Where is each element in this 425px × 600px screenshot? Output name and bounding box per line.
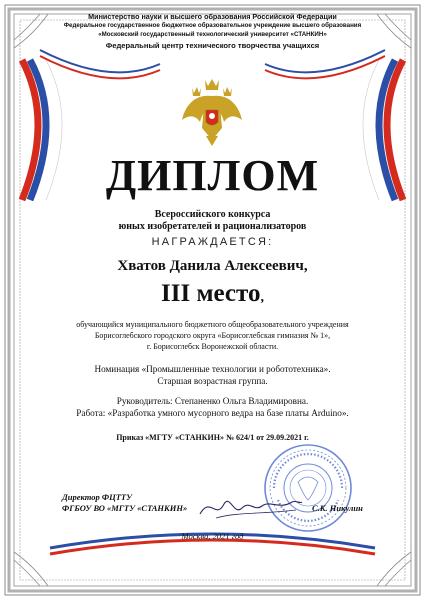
recipient-name: Хватов Данила Алексеевич, (117, 258, 308, 274)
signatory-position-line-2: ФГБОУ ВО «МГТУ «СТАНКИН» (62, 503, 188, 513)
coat-of-arms-russia-icon (178, 78, 246, 148)
place-and-date: Москва, 2021 год (181, 531, 244, 541)
nomination-line-2: Старшая возрастная группа. (157, 376, 268, 386)
order-reference: Приказ «МГТУ «СТАНКИН» № 624/1 от 29.09.2021 г. (116, 433, 309, 442)
place-suffix: , (260, 290, 264, 305)
contest-name-line-1: Всероссийского конкурса (154, 209, 271, 220)
center-name: Федеральный центр технического творчества учащихся (105, 41, 320, 50)
place-value: III место (161, 280, 261, 307)
handwritten-signature-icon (196, 490, 306, 524)
institution-line-1: Федеральное государственное бюджетное образовательное учреждение высшего образования (63, 22, 362, 29)
institution-line-2: «Московский государственный технологический университет «СТАНКИН» (98, 31, 327, 38)
student-info-line-3: г. Борисоглебск Воронежской области. (146, 342, 279, 351)
student-info-line-1: обучающийся муниципального бюджетного общеобразовательного учреждения (76, 320, 349, 329)
diploma-title: ДИПЛОМ (105, 151, 320, 200)
place-award (0, 280, 425, 308)
work-title: Работа: «Разработка умного мусорного ведра на базе платы Arduino». (76, 408, 349, 418)
student-info-line-2: Борисоглебского городского округа «Борисоглебская гимназия № 1», (94, 331, 331, 340)
signatory-name: С.К. Никулин (312, 503, 363, 513)
supervisor: Руководитель: Степаненко Ольга Владимировна. (116, 396, 309, 406)
nomination-line-1: Номинация «Промышленные технологии и робототехника». (94, 364, 331, 374)
ministry-name: Министерство науки и высшего образования Российской Федерации (88, 12, 337, 21)
awarded-label: НАГРАЖДАЕТСЯ: (151, 236, 274, 248)
contest-name-line-2: юных изобретателей и рационализаторов (118, 221, 307, 232)
signatory-position-line-1: Директор ФЦТТУ (62, 492, 133, 502)
